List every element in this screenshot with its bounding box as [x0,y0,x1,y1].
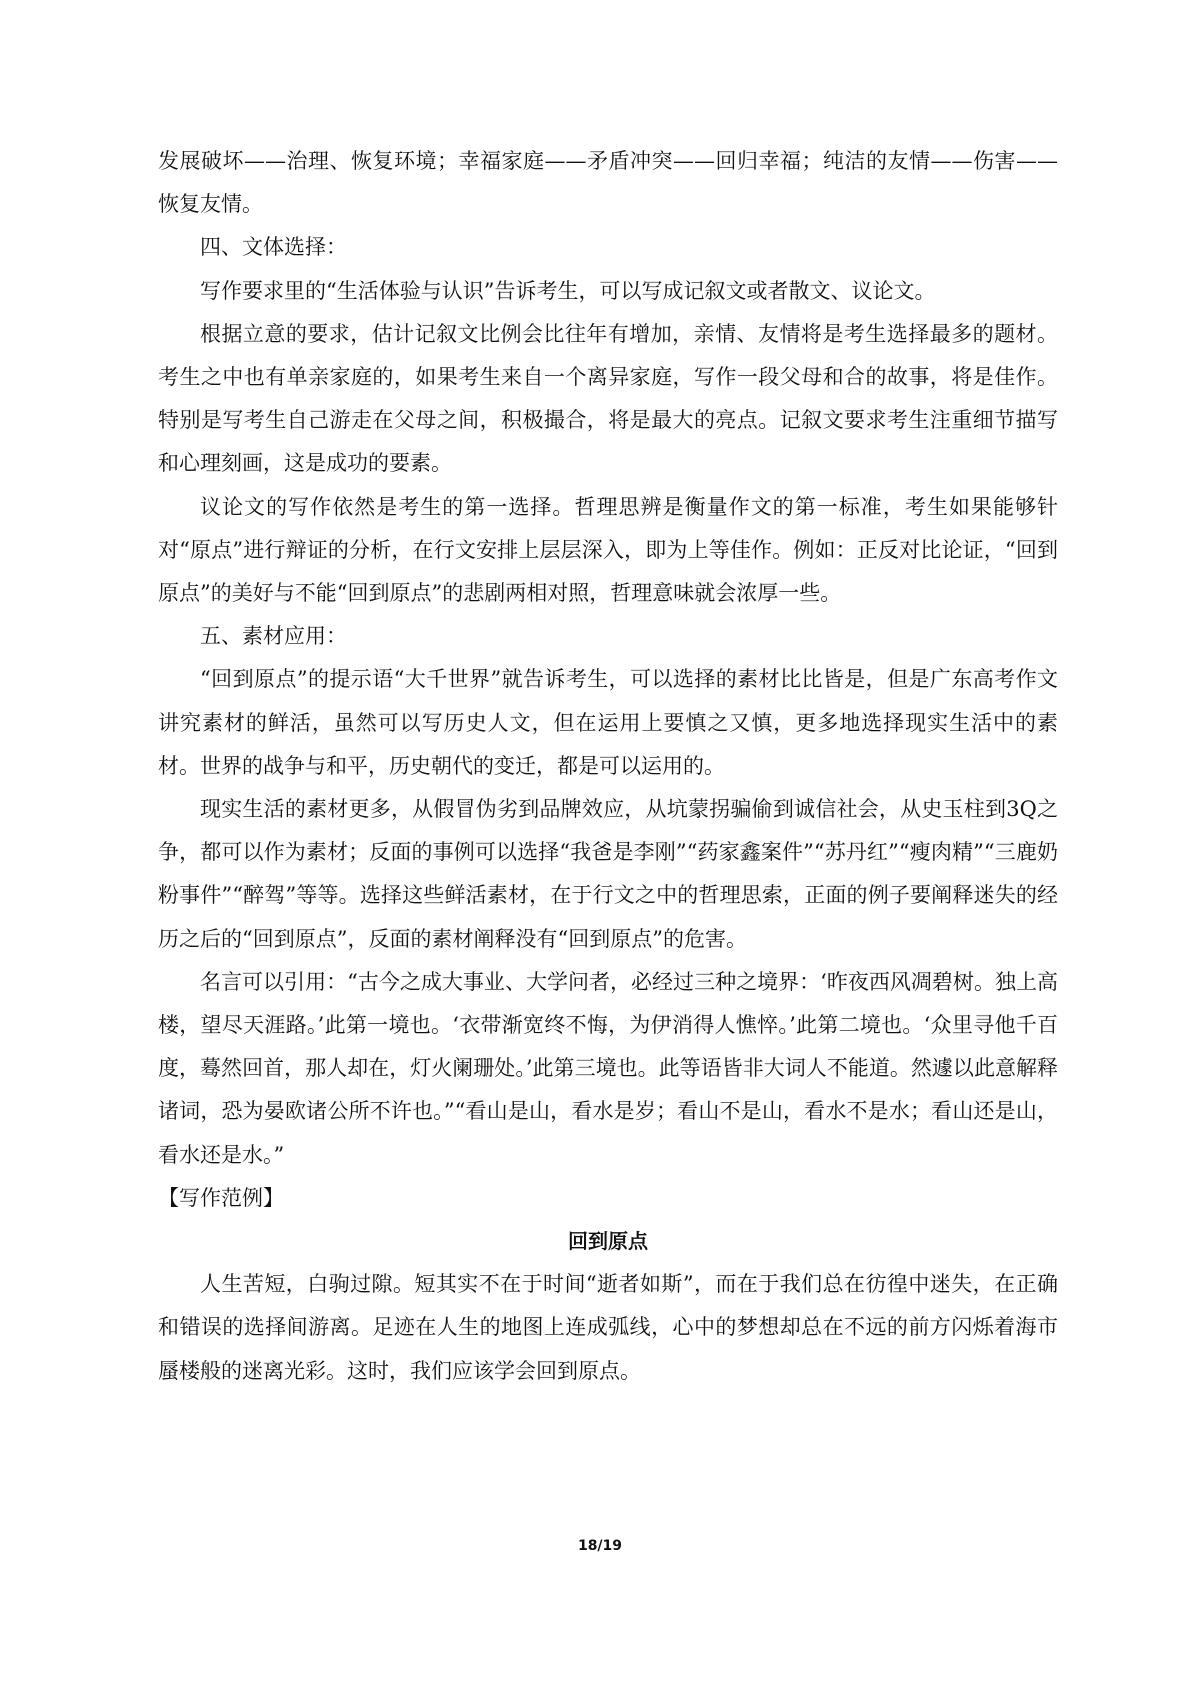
paragraph-quotes: 名言可以引用：“古今之成大事业、大学问者，必经过三种之境界：‘昨夜西风凋碧树。独上高楼，望尽天涯路。’此第一境也。‘衣带渐宽终不悔，为伊消得人憔悴。’此第二境也。‘众里寻他千百度，蓦然回首，那人却在，灯火阑珊处。’此第三境也。此等语皆非大词人不能道。然遽以此意解释诸词，恐为晏欧诸公所不许也。”“看山是山，看水是岁；看山不是山，看水不是水；看山还是山，看水还是水。” [158,969,1058,1167]
essay-title: 回到原点 [568,1229,648,1254]
page-number: 18/19 [577,1538,623,1554]
example-label: 【写作范例】 [158,1185,284,1210]
section-heading-genre: 四、文体选择： [200,235,347,260]
paragraph-argumentative: 议论文的写作依然是考生的第一选择。哲理思辨是衡量作文的第一标准，考生如果能够针对“原点”进行辩证的分析，在行文安排上层层深入，即为上等佳作。例如：正反对比论证，“回到原点”的美好与不能“回到原点”的悲剧两相对照，哲理意味就会浓厚一些。 [158,494,1058,606]
document-page [158,140,1058,1393]
section-heading-material: 五、素材应用： [200,624,347,649]
paragraph-narrative: 根据立意的要求，估计记叙文比例会比往年有增加，亲情、友情将是考生选择最多的题材。考生之中也有单亲家庭的，如果考生来自一个离异家庭，写作一段父母和合的故事，将是佳作。特别是写考生自己游走在父母之间，积极撮合，将是最大的亮点。记叙文要求考生注重细节描写和心理刻画，这是成功的要素。 [158,321,1058,476]
paragraph-continuation: 发展破坏——治理、恢复环境；幸福家庭——矛盾冲突——回归幸福；纯洁的友情——伤害——恢复友情。 [158,149,1058,217]
paragraph-material-examples: 现实生活的素材更多，从假冒伪劣到品牌效应，从坑蒙拐骗偷到诚信社会，从史玉柱到3Q之争，都可以作为素材；反面的事例可以选择“我爸是李刚”“药家鑫案件”“苏丹红”“瘦肉精”“三鹿奶粉事件”“醉驾”等等。选择这些鲜活素材，在于行文之中的哲理思索，正面的例子要阐释迷失的经历之后的“回到原点”，反面的素材阐释没有“回到原点”的危害。 [158,797,1058,951]
paragraph-genre-intro: 写作要求里的“生活体验与认识”告诉考生，可以写成记叙文或者散文、议论文。 [200,278,936,303]
paragraph-material-intro: “回到原点”的提示语“大千世界”就告诉考生，可以选择的素材比比皆是，但是广东高考作文讲究素材的鲜活，虽然可以写历史人文，但在运用上要慎之又慎，更多地选择现实生活中的素材。世界的战争与和平，历史朝代的变迁，都是可以运用的。 [158,667,1058,778]
essay-paragraph: 人生苦短，白驹过隙。短其实不在于时间“逝者如斯”，而在于我们总在彷徨中迷失，在正确和错误的选择间游离。足迹在人生的地图上连成弧线，心中的梦想却总在不远的前方闪烁着海市蜃楼般的迷离光彩。这时，我们应该学会回到原点。 [158,1272,1058,1383]
